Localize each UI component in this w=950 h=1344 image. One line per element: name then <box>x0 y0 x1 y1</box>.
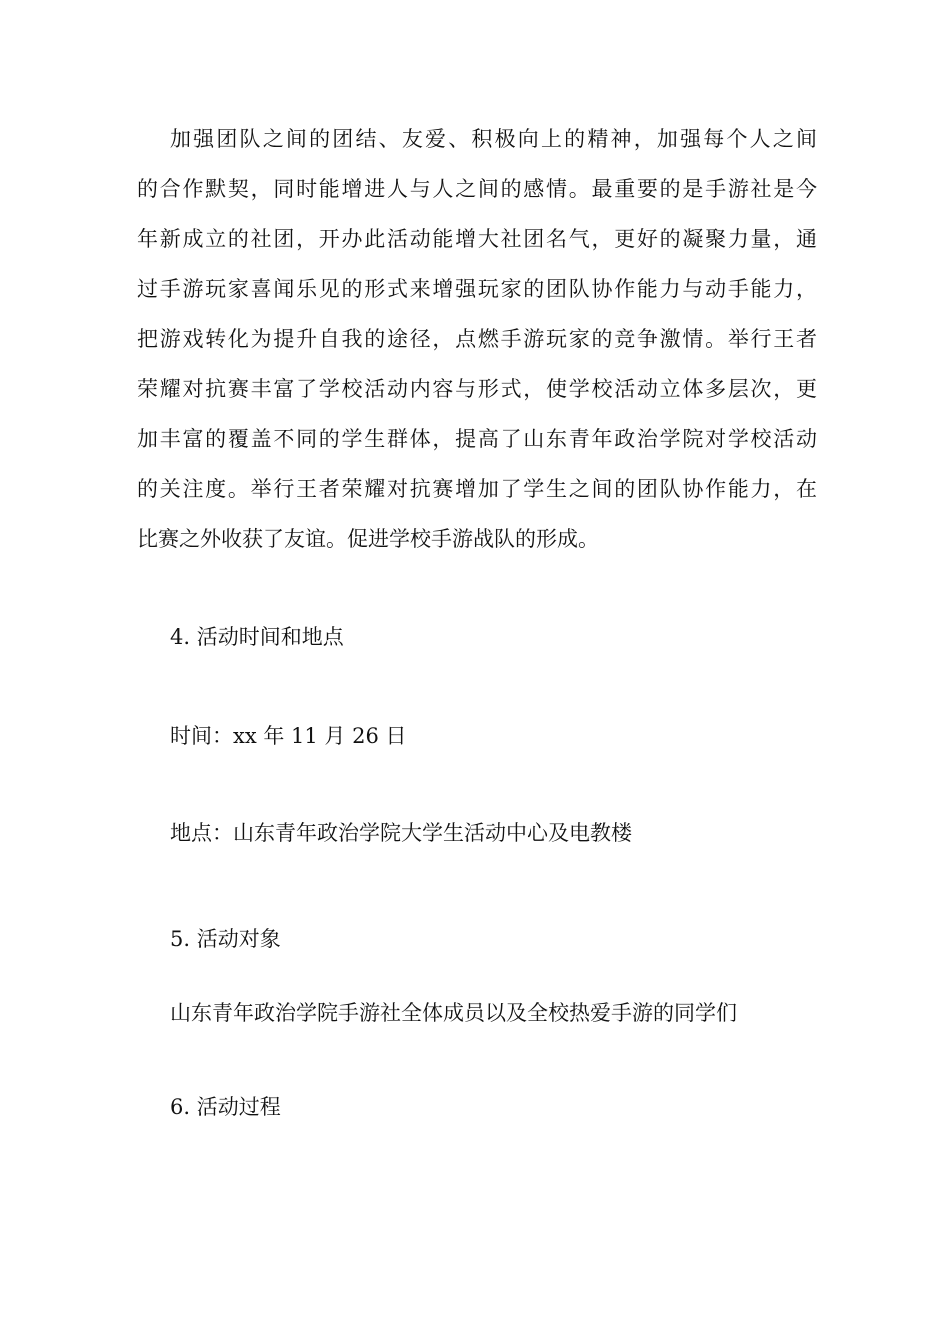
paragraph-line: 过手游玩家喜闻乐见的形式来增强玩家的团队协作能力与动手能力， <box>137 277 817 301</box>
paragraph-line: 比赛之外收获了友谊。促进学校手游战队的形成。 <box>137 527 599 551</box>
paragraph-line: 加强团队之间的团结、友爱、积极向上的精神，加强每个人之间 <box>170 127 817 151</box>
event-place: 地点：山东青年政治学院大学生活动中心及电教楼 <box>170 821 632 845</box>
paragraph-line: 把游戏转化为提升自我的途径，点燃手游玩家的竞争激情。举行王者 <box>137 327 817 351</box>
section-6-heading: 6. 活动过程 <box>170 1095 281 1119</box>
section-5-heading: 5. 活动对象 <box>170 927 281 951</box>
target-audience: 山东青年政治学院手游社全体成员以及全校热爱手游的同学们 <box>170 1001 737 1025</box>
paragraph-line: 年新成立的社团，开办此活动能增大社团名气，更好的凝聚力量，通 <box>137 227 817 251</box>
paragraph-line: 的合作默契，同时能增进人与人之间的感情。最重要的是手游社是今 <box>137 177 817 201</box>
section-4-heading: 4. 活动时间和地点 <box>170 625 344 649</box>
paragraph-line: 荣耀对抗赛丰富了学校活动内容与形式，使学校活动立体多层次，更 <box>137 377 817 401</box>
paragraph-line: 的关注度。举行王者荣耀对抗赛增加了学生之间的团队协作能力，在 <box>137 477 817 501</box>
paragraph-line: 加丰富的覆盖不同的学生群体，提高了山东青年政治学院对学校活动 <box>137 427 817 451</box>
event-time: 时间：xx 年 11 月 26 日 <box>170 724 407 748</box>
